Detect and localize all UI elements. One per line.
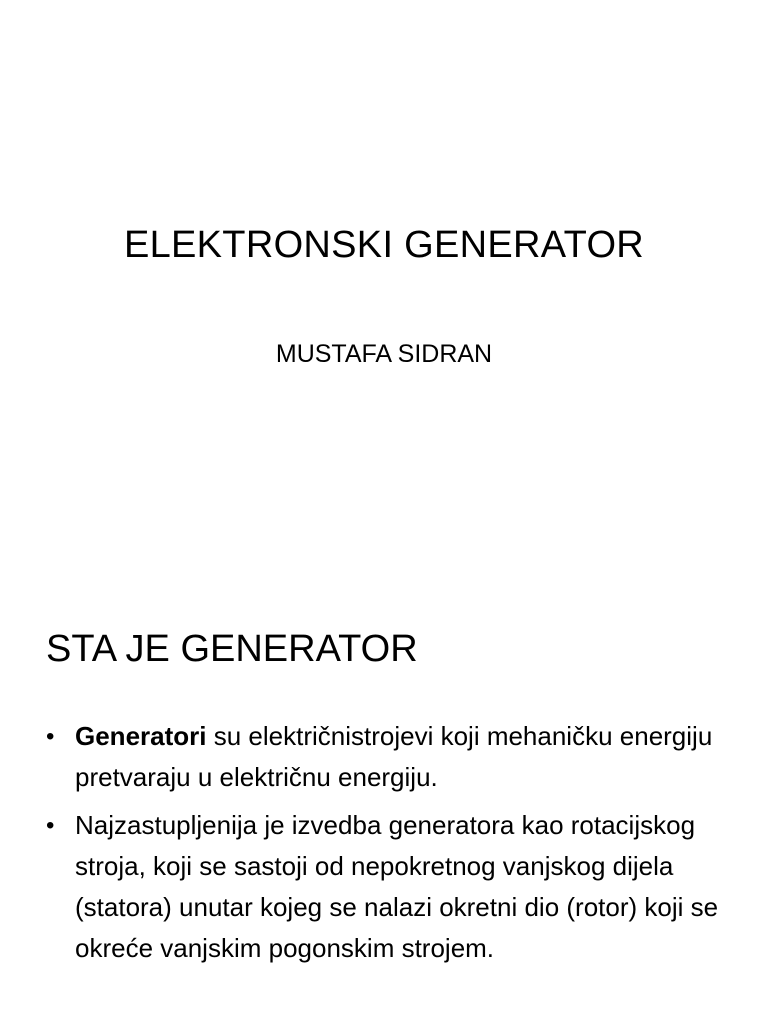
section-title: STA JE GENERATOR: [46, 628, 418, 670]
bullet-list: [46, 716, 736, 976]
slide-title: ELEKTRONSKI GENERATOR: [123, 224, 645, 266]
bullet-bold-term: Generatori: [75, 721, 207, 751]
bullet-icon: •: [46, 812, 55, 839]
slide-subtitle: MUSTAFA SIDRAN: [275, 340, 493, 368]
bullet-icon: •: [46, 723, 55, 750]
bullet-item: [46, 716, 736, 798]
bullet-text: Najzastupljenija je izvedba generatora kao rotacijskog stroja, koji se sastoji od nepokretnog vanjskog dijela (statora) unutar kojeg se nalazi okretni dio (rotor) koji se okreće vanjskim pogonskim strojem.: [75, 810, 719, 963]
bullet-text: su električnistrojevi koji mehaničku energiju pretvaraju u električnu energiju.: [75, 721, 713, 792]
bullet-item: [46, 805, 736, 969]
content-slide: [0, 576, 768, 1024]
